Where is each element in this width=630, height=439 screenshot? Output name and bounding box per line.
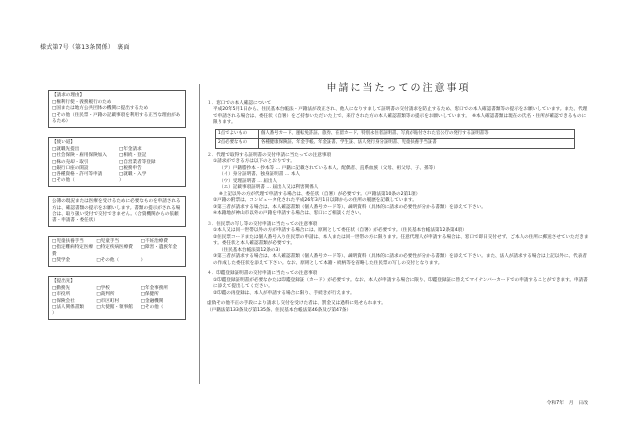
use-heading: 【使い道】: [52, 140, 75, 146]
section-2-item: ①請求ができる方は以下のとおりです。: [213, 159, 295, 164]
section-2-heading: ２．代理で取得する証明書の交付申請に当たっての注意事項: [207, 152, 332, 158]
use-item[interactable]: □社会保険・雇用保険加入: [52, 153, 107, 159]
reason-box: [48, 90, 186, 128]
dest-item[interactable]: □保健所: [140, 292, 159, 298]
use2-item-other[interactable]: □その他（: [96, 257, 120, 263]
dest-item[interactable]: □保険会社: [52, 298, 75, 304]
left-column: [48, 90, 186, 329]
use-item[interactable]: □相続・登記: [119, 153, 147, 159]
penalty-note: [207, 301, 590, 314]
section-2-item: ※上記以外の方が代理で申請する場合は、委任状（自署）が必要です。（戸籍法第10条の2第1項）: [219, 191, 421, 197]
table-row: [216, 129, 575, 139]
section-2-item: （ア）戸籍謄抄本・抄本等 … 戸籍に記載されている本人、配偶者、直系血族（父母、祖父母、子、孫等）: [219, 165, 438, 171]
section-2-item: ④本籍地が神山市以外の戸籍を申請する場合は、窓口にご相談ください。: [213, 211, 365, 216]
dest-item[interactable]: □学校: [96, 286, 110, 292]
use-item[interactable]: □税務申告: [119, 165, 142, 171]
dest-item[interactable]: □裁判所: [96, 292, 115, 298]
penalty-text: 虚偽その他不正の手段により請求し交付を受けた者は、罰金又は過料に処せられます。: [207, 301, 386, 306]
form-number: 様式第7号（第13条関係） 裏面: [40, 44, 130, 51]
dest-item[interactable]: □金融機関: [140, 298, 164, 304]
use-item[interactable]: □自営業者等登録: [119, 159, 156, 165]
section-3: [207, 222, 590, 268]
use-box-2: [48, 236, 186, 267]
use-item[interactable]: □各種資格・許可等申請: [52, 172, 103, 178]
page-title: 申請に当たっての注意事項: [326, 83, 471, 94]
notice-box: 公簿の現況または医療を受けるために必要なものを申請される方は、確認書類の提示をお願いします。書類の提示がされる場合は、取り扱い受付で交付できません。（合資機関からの依頼書・申請書・委任状）: [48, 196, 186, 227]
dest-item[interactable]: □法人関係書類: [52, 304, 84, 310]
section-4: [207, 271, 590, 297]
dest-item[interactable]: □勤務先: [52, 286, 71, 292]
section-3-item: ②住民票コードまたは個人番号入り住民票の申請は、本人または同一世帯の方に限ります。任意代理人が申請する場合は、窓口で即日交付せず、ご本人の住所に郵送させていただきます。委任状と本人確認書類が必要です。: [213, 234, 589, 246]
use2-item[interactable]: □特定疾病医療費: [96, 245, 133, 251]
use-item-other-close: ）: [119, 178, 124, 184]
destination-box: [48, 276, 186, 320]
revision-date: 令和7年 月 日改: [546, 401, 588, 406]
section-1-heading: １．窓口での本人確認について: [207, 100, 272, 106]
section-4-item: ①印鑑登録証明書が必要なかたは印鑑登録証（カード）が必要です。なお、本人が申請する場合に限り、印鑑登録証に替えてマイナンバーカードでの申請することができます。申請書に添えて提出してください。: [213, 277, 588, 289]
use-item[interactable]: □就職・入学: [119, 172, 147, 178]
use2-item[interactable]: □奨学金: [52, 257, 71, 263]
dest-item[interactable]: □市区町村: [96, 298, 120, 304]
section-3-item: ③第三者が請求する場合は、本人確認書類（個人番号カード等）、疎明資料（具体的に請求の必要性が分かる書類）を添えて下さい。また、法人が請求する場合は上記以外に、代表者の作成した委任状を添えて下さい。なお、原則として本籍・続柄等を省略した住民票の写しの交付となります。: [213, 254, 587, 266]
reason-item[interactable]: □国または地方公共団体の機関に提出するため: [52, 106, 149, 112]
penalty-reference: （戸籍法第133条及び第135条、住民基本台帳法第46条及び第47条）: [207, 307, 352, 313]
reason-item[interactable]: □権利行使・義務履行のため: [52, 100, 112, 106]
section-2-item: （エ）記載事項証明書 … 届出人又は利害関係人: [219, 185, 319, 190]
use2-item[interactable]: □障害・遺族年金: [140, 245, 178, 251]
use-item[interactable]: □年金請求: [119, 147, 142, 153]
section-2-item: （イ）身分証明書、独身証明書 … 本人: [219, 172, 301, 177]
section-2-item: ③第三者が請求する場合は、本人確認書類（個人番号カード等）、疎明資料（具体的に請求の必要性が分かる書類）を添えて下さい。: [213, 204, 486, 210]
use-box: [48, 137, 186, 187]
column-divider: [199, 84, 200, 384]
section-4-heading: ４．印鑑登録証明書の交付申請に当たっての注意事項: [207, 271, 318, 276]
section-3-heading: ３．住民票の写し等の交付申請に当たっての注意事項: [207, 221, 318, 227]
use2-item[interactable]: □児童扶養手当: [52, 239, 84, 245]
section-4-item: ②印鑑の再登録は、本人が申請する場合に限り、手続きが行えます。: [213, 290, 355, 296]
section-1-body: 平成20年5月1日から、住民基本台帳法・戸籍法が改正され、他人になりすまして証明書の交付請求を防止するため、窓口での本人確認書類等の提示をお願いしています。また、代理で申請される場合は、委任状（自署）をご持参いただいた上で、来庁された方の本人確認書類等の提示をお願いしています。 ※本人確認書類は現在の氏名・住所が確認できるものに限ります。: [213, 107, 588, 125]
use2-item[interactable]: □不妊治療費: [140, 239, 168, 245]
dest-item-other[interactable]: □その他（: [140, 304, 164, 310]
section-2: [207, 153, 590, 218]
table-cell: 1点でよいもの: [216, 129, 259, 139]
use2-item[interactable]: □指定難病特定医療費: [52, 245, 94, 257]
section-2-item: ②戸籍の附票は、コンピュータ化された平成26年3月1日以降からの住所の履歴を記載しています。: [213, 198, 417, 203]
section-1: [207, 101, 590, 149]
right-column: [207, 84, 590, 314]
table-cell: 各種健康保険証、年金手帳、年金証書、学生証、法人発行身分証明書、児童扶養手当証書: [259, 139, 575, 149]
dest-item[interactable]: □大使館・領事館: [96, 304, 133, 310]
table-cell: 個人番号カード、運転免許証、旅券、在留カード、特別永住者証明書、写真が貼付された官公庁の発行する証明書等: [259, 129, 575, 139]
use-item[interactable]: □株の売却・取引: [52, 159, 89, 165]
reason-heading: 【請求の理由】: [52, 93, 85, 98]
section-2-item: （ウ）受理証明書 … 届出人: [219, 178, 278, 184]
table-cell: 2点必要なもの: [216, 139, 259, 149]
reason-item[interactable]: □その他（住民票・戸籍の記載事項を利用する正当な理由があるため）: [52, 112, 181, 124]
use2-item[interactable]: □児童手当: [96, 239, 120, 245]
dest-item-other-close: ）: [52, 311, 57, 317]
use-item[interactable]: □銀行口座の開設: [52, 165, 89, 171]
id-document-table: [215, 129, 575, 149]
use-item[interactable]: □就職先提出: [52, 147, 80, 153]
dest-item[interactable]: □市役所: [52, 292, 71, 298]
use-item-other[interactable]: □その他（: [52, 178, 75, 184]
table-row: [216, 139, 575, 149]
use2-item-other-close: ）: [140, 257, 146, 263]
destination-heading: 【提出先】: [52, 279, 75, 285]
section-3-item: ①本人又は同一世帯以外の方が申請する場合には、原則として委任状（自署）が必要です。（住民基本台帳法第12条第4項）: [213, 228, 467, 233]
section-3-item: （住民基本台帳法第12条の3）: [219, 247, 283, 253]
dest-item[interactable]: □年金事務所: [140, 286, 168, 292]
